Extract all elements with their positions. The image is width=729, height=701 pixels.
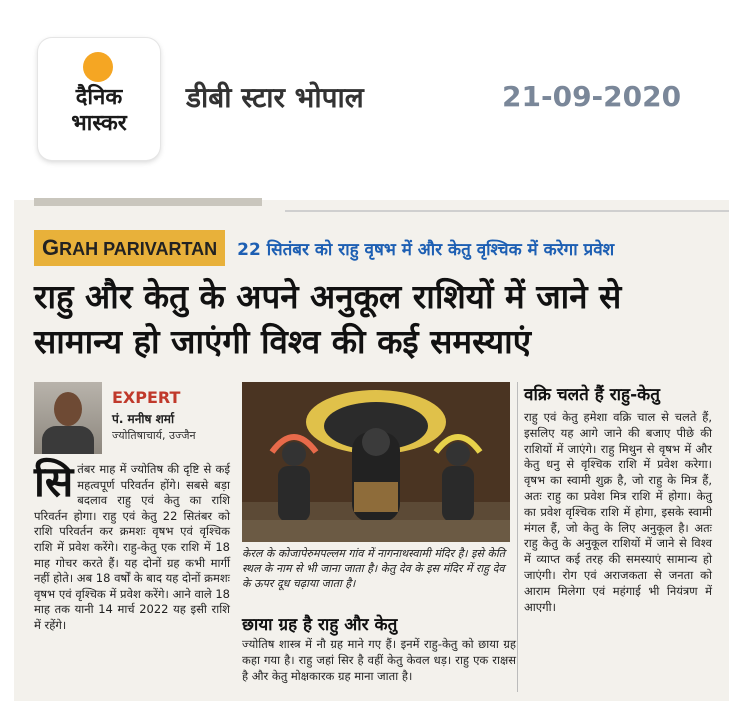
photo-body	[42, 426, 94, 454]
logo-line2: भास्कर	[71, 111, 127, 136]
temple-illustration	[242, 382, 510, 542]
expert-role: ज्योतिषाचार्य, उज्जैन	[112, 429, 196, 442]
body-column-1	[34, 457, 230, 634]
subheading-vakri: वक्रि चलते हैं राहु-केतु	[524, 385, 660, 405]
photo-head	[54, 392, 82, 426]
body-column-3: राहु एवं केतु हमेशा वक्रि चाल से चलते हैं, इसलिए यह आगे जाने की बजाए पीछे की राशियों में जाएंगे। राहु मिथुन से वृषभ में और केतु धनु से वृश्चिक राशि में प्रवेश करेगा। वृषभ का स्वामी शुक्र है, जो राहु के मित्र हैं, अतः राहु का प्रवेश मित्र राशि में होगा। केतु का प्रवेश वृश्चिक राशि में होगा, इसके स्वामी मंगल हैं, जो केतु के लिए अनुकूल है। अतः राहु केतु के अनुकूल राशियों में जाने से विश्व में व्याप्त कई तरह की समस्याएं सामान्य हो जाएंगी। रोग एवं अराजकता से जनता को आराम मिलेगा एवं महंगाई भी नियंत्रण में आएगी।	[524, 410, 712, 614]
sun-icon	[83, 52, 113, 82]
kicker-subtitle: 22 सितंबर को राहु वृषभ में और केतु वृश्चिक में करेगा प्रवेश	[237, 239, 615, 260]
section-tag-rest: RAH PARIVARTAN	[59, 239, 218, 259]
photo-caption: केरल के कोजापेरुमपल्लम गांव में नागनाथस्वामी मंदिर है। इसे केति स्थल के नाम से भी जाना जाता है। केतु देव के इस मंदिर में राहु देव के ऊपर दूध चढ़ाया जाता है।	[242, 547, 505, 590]
subheading-chhaya-graha: छाया ग्रह है राहु और केतु	[242, 615, 398, 635]
divider	[285, 210, 729, 212]
kicker	[34, 230, 614, 266]
headline: राहु और केतु के अपने अनुकूल राशियों में जाने से सामान्य हो जाएंगी विश्व की कई समस्याएं	[34, 277, 622, 361]
section-tag-cap: G	[42, 235, 60, 260]
expert-photo	[34, 382, 102, 454]
publication-date: 21-09-2020	[502, 80, 682, 113]
expert-box	[34, 382, 224, 454]
temple-photo	[242, 382, 510, 542]
dainik-bhaskar-logo	[38, 38, 160, 160]
expert-label: EXPERT	[112, 388, 181, 407]
section-tag	[34, 230, 225, 266]
expert-name: पं. मनीष शर्मा	[112, 412, 175, 426]
column-1-text: तंबर माह में ज्योतिष की दृष्टि से कई महत्वपूर्ण परिवर्तन होंगे। सबसे बड़ा बदलाव राहु एवं केतु का राशि परिवर्तन होगा। राहु एवं केतु 22 सितंबर को राशि परिवर्तन कर क्रमशः वृषभ एवं वृश्चिक राशि में प्रवेश करेंगे। राहु-केतु एक राशि में 18 माह गोचर करते हैं। यह दोनों ग्रह कभी मार्गी नहीं होते। अब 18 वर्षों के बाद यह दोनों क्रमशः वृषभ एवं वृश्चिक में प्रवेश करेंगे। आने वाले 18 माह तक यानी 14 मार्च 2022 यह इसी राशि में रहेंगे।	[34, 462, 230, 632]
body-column-2: ज्योतिष शास्त्र में नौ ग्रह माने गए हैं। इनमें राहु-केतु को छाया ग्रह कहा गया है। राहु जहां सिर है वहीं केतु केवल धड़। राहु एक राक्षस है और केतु मोक्षकारक ग्रह माना जाता है।	[242, 637, 516, 683]
column-divider	[517, 382, 518, 692]
divider	[34, 198, 262, 206]
logo-line1: दैनिक	[75, 85, 123, 110]
drop-cap: सि	[34, 457, 74, 506]
publication-title: डीबी स्टार भोपाल	[186, 81, 364, 114]
